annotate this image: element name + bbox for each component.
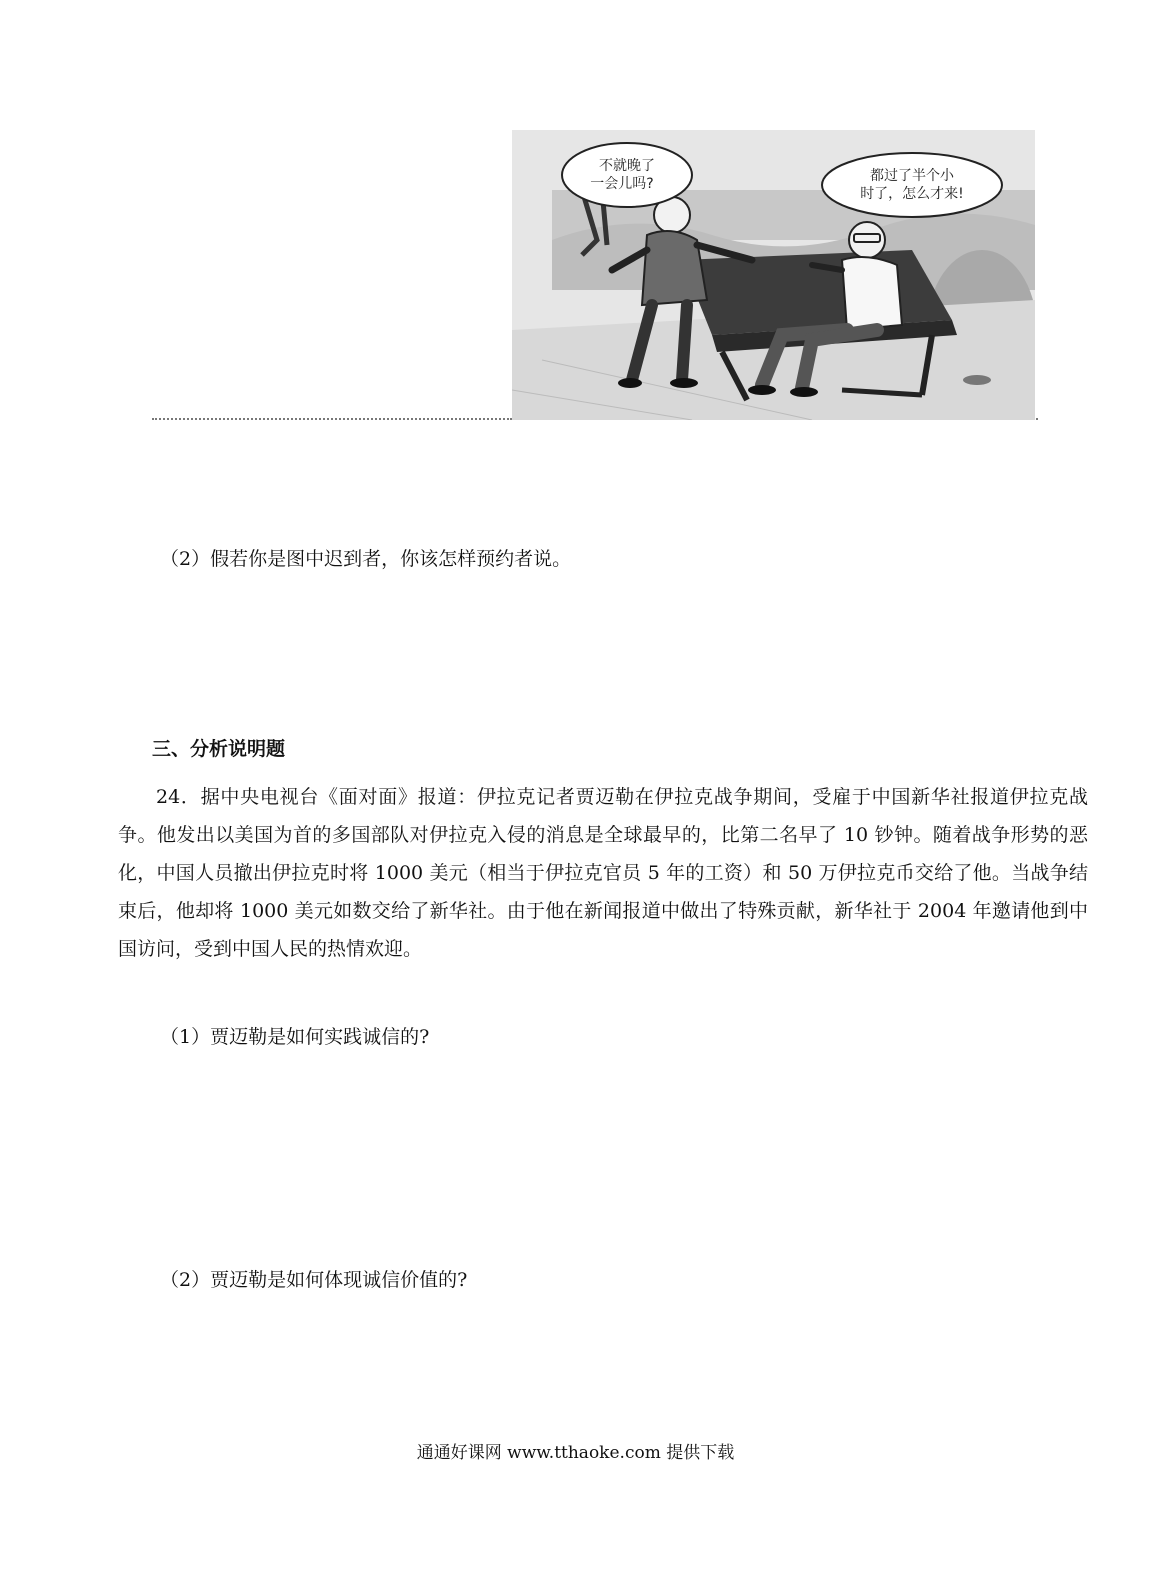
question-24-2: （2）贾迈勒是如何体现诚信价值的? — [160, 1269, 468, 1291]
cartoon-drawing — [512, 130, 1035, 420]
question-24-passage: 24．据中央电视台《面对面》报道：伊拉克记者贾迈勒在伊拉克战争期间，受雇于中国新华社报道伊拉克战争。他发出以美国为首的多国部队对伊拉克入侵的消息是全球最早的，比第二名早了 10 钞钟。随着战争形势的恶化，中国人员撤出伊拉克时将 1000 美元（相当于伊拉克官员 5 年的工资）和 50 万伊拉克币交给了他。当战争结束后，他却将 1000 美元如数交给了新华社。由于他在新闻报道中做出了特殊贡献，新华社于 2004 年邀请他到中国访问，受到中国人民的热情欢迎。 — [118, 786, 1088, 960]
cartoon-illustration — [512, 130, 1035, 420]
section-heading: 三、分析说明题 — [152, 738, 286, 760]
question-24-1: （1）贾迈勒是如何实践诚信的? — [160, 1026, 430, 1048]
bubble-left-line2: 一会儿吗? — [590, 176, 654, 192]
answer-dotted-line — [152, 418, 512, 420]
bubble-left-line1: 不就晚了 — [599, 158, 655, 174]
bubble-right-line1: 都过了半个小 — [870, 168, 954, 184]
question-23-2: （2）假若你是图中迟到者，你该怎样预约者说。 — [160, 548, 572, 570]
bubble-right-line2: 时了，怎么才来! — [860, 186, 964, 202]
page-footer: 通通好课网 www.tthaoke.com 提供下载 — [416, 1443, 735, 1463]
